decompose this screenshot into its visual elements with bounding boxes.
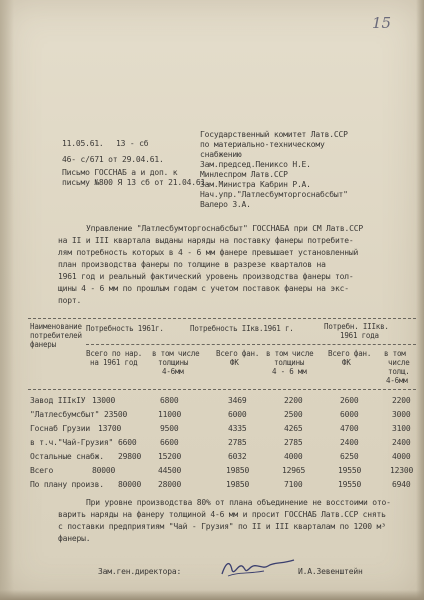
header-name-col: Наименование xyxy=(30,322,82,331)
folio-number: 15 xyxy=(372,14,392,32)
subheader-total: на 1961 год xyxy=(90,358,138,367)
paragraph-line: Управление "Латлесбумторгоснабсбыт" ГОССНАБА при СМ Латв.ССР xyxy=(86,224,363,233)
letter-ref-number: 13 - сб xyxy=(116,139,149,148)
cell-q2-46: 7100 xyxy=(284,480,303,489)
cell-46: 6800 xyxy=(160,396,179,405)
cell-46: 28000 xyxy=(158,480,182,489)
cell-q2: 3469 xyxy=(228,396,247,405)
addressee-line: Минлеспром Латв.ССР xyxy=(200,170,288,179)
subheader-incl-fk: 4 - 6 мм xyxy=(272,367,307,376)
addressee-line: Зам.председ.Пениксо Н.Е. xyxy=(200,160,311,169)
row-name: Госнаб Грузии xyxy=(30,424,91,433)
cell-total: 6600 xyxy=(118,438,137,447)
cell-q2-46: 4000 xyxy=(284,452,303,461)
subheader-total: Всего по нар. xyxy=(86,349,143,358)
signature-name: И.А.Зевенштейн xyxy=(298,567,363,576)
addressee-line: снабжению xyxy=(200,150,242,159)
cell-q3-46: 3100 xyxy=(392,424,411,433)
cell-q2: 6032 xyxy=(228,452,247,461)
cell-q2-46: 12965 xyxy=(282,466,306,475)
row-name: Завод IIIкIУ xyxy=(30,396,86,405)
cell-q2: 4335 xyxy=(228,424,247,433)
on-letter-line: Письмо ГОССНАБ а и доп. к xyxy=(62,168,178,177)
subheader-incl-46: толщины xyxy=(158,358,189,367)
table-rule-top xyxy=(28,318,416,319)
cell-46: 15200 xyxy=(158,452,182,461)
to-letter-line: письму №800 Я 13 сб от 21.04.61. xyxy=(62,178,210,187)
addressee-line: Зам.Министра Кабрин Р.А. xyxy=(200,180,311,189)
cell-q2-46: 4265 xyxy=(284,424,303,433)
page-shadow-left xyxy=(0,0,14,600)
page-shadow-bottom xyxy=(0,590,424,600)
handwritten-signature xyxy=(218,556,298,580)
header-demand-1961: Потребность 1961г. xyxy=(86,324,164,333)
paragraph-line: порт. xyxy=(58,296,82,305)
cell-q3: 6000 xyxy=(340,410,359,419)
subheader-incl-fk: толщины xyxy=(274,358,305,367)
subheader-total-fk-q3: Всего фан. xyxy=(328,349,372,358)
cell-q3: 6250 xyxy=(340,452,359,461)
cell-46: 44500 xyxy=(158,466,182,475)
cell-q3: 19550 xyxy=(338,480,362,489)
cell-q3-46: 2400 xyxy=(392,438,411,447)
paragraph-line: 1961 год и реальный фактический уровень производства фанеры тол- xyxy=(58,272,354,281)
row-name: Всего xyxy=(30,466,54,475)
cell-q3: 19550 xyxy=(338,466,362,475)
cell-q3: 2400 xyxy=(340,438,359,447)
subheader-incl-fk-q3: в том xyxy=(384,349,406,358)
cell-total: 80000 xyxy=(92,466,116,475)
cell-q3-46: 12300 xyxy=(390,466,414,475)
subheader-incl-fk-q3: числе xyxy=(388,358,410,367)
subheader-incl-46: в том числе xyxy=(152,349,200,358)
row-name: "Латлесбумсбыт" xyxy=(30,410,100,419)
cell-q3-46: 4000 xyxy=(392,452,411,461)
cell-q2-46: 2500 xyxy=(284,410,303,419)
header-demand-q3: 1961 года xyxy=(340,331,379,340)
paragraph-line: на II и III квартала выданы наряды на поставку фанеры потребите- xyxy=(58,236,354,245)
paragraph-line: с поставки предприятиям "Чай - Грузия" по II и III кварталам по 1200 м³ xyxy=(58,522,386,531)
cell-q3-46: 3000 xyxy=(392,410,411,419)
letter-reference: 46- с/671 от 29.04.61. xyxy=(62,155,164,164)
paragraph-line: щины 4 - 6 мм по прошлым годам с учетом поставок фанеры на экс- xyxy=(58,284,349,293)
cell-q3-46: 6940 xyxy=(392,480,411,489)
addressee-line: Валеро З.А. xyxy=(200,200,251,209)
subheader-incl-46: 4-6мм xyxy=(162,367,184,376)
paragraph-line: варить наряды на фанеру толщиной 4-6 мм и просит ГОССНАБ Латв.ССР снять xyxy=(58,510,386,519)
header-name-col: фанеры xyxy=(30,340,56,349)
table-rule-head xyxy=(86,344,416,345)
paragraph-line: При уровне производства 80% от плана объединение не восстоими ото- xyxy=(86,498,391,507)
subheader-total-fk-q3: ФК xyxy=(342,358,351,367)
subheader-total-fk: Всего фан. xyxy=(216,349,260,358)
cell-total: 80000 xyxy=(118,480,142,489)
cell-total: 13700 xyxy=(98,424,122,433)
cell-q3: 2600 xyxy=(340,396,359,405)
cell-q2: 2785 xyxy=(228,438,247,447)
cell-total: 29800 xyxy=(118,452,142,461)
cell-46: 11000 xyxy=(158,410,182,419)
header-demand-q2: Потребность IIкв.1961 г. xyxy=(190,324,294,333)
cell-q3-46: 2200 xyxy=(392,396,411,405)
letter-date: 11.05.61. xyxy=(62,139,104,148)
row-name: По плану произв. xyxy=(30,480,104,489)
subheader-total-fk: ФК xyxy=(230,358,239,367)
addressee-line: Нач.упр."Латлесбумторгоснабсбыт" xyxy=(200,190,348,199)
header-demand-q3: Потребн. IIIкв. xyxy=(324,322,389,331)
signature-title: Зам.ген.директора: xyxy=(98,567,182,576)
cell-q2-46: 2200 xyxy=(284,396,303,405)
cell-q2: 19850 xyxy=(226,466,250,475)
table-rule-body xyxy=(28,389,416,390)
row-name: в т.ч."Чай-Грузия" xyxy=(30,438,114,447)
cell-total: 13000 xyxy=(92,396,116,405)
cell-q2: 19850 xyxy=(226,480,250,489)
page-shadow-right xyxy=(416,0,424,600)
cell-q2-46: 2785 xyxy=(284,438,303,447)
subheader-incl-fk: в том числе xyxy=(266,349,314,358)
paragraph-line: фанеры. xyxy=(58,534,91,543)
row-name: Остальные снабж. xyxy=(30,452,104,461)
header-name-col: потребителей xyxy=(30,331,82,340)
cell-q2: 6000 xyxy=(228,410,247,419)
addressee-line: по материально-техническому xyxy=(200,140,325,149)
addressee-line: Государственный комитет Латв.ССР xyxy=(200,130,348,139)
cell-46: 9500 xyxy=(160,424,179,433)
cell-46: 6600 xyxy=(160,438,179,447)
cell-q3: 4700 xyxy=(340,424,359,433)
paragraph-line: план производства фанеры по толщине в разрезе кварталов на xyxy=(58,260,326,269)
paragraph-line: лям потребность которых в 4 - 6 мм фанере превышает установленный xyxy=(58,248,359,257)
subheader-incl-fk-q3: толщ. xyxy=(388,367,410,376)
cell-total: 23500 xyxy=(104,410,128,419)
subheader-incl-fk-q3: 4-6мм xyxy=(386,376,408,385)
